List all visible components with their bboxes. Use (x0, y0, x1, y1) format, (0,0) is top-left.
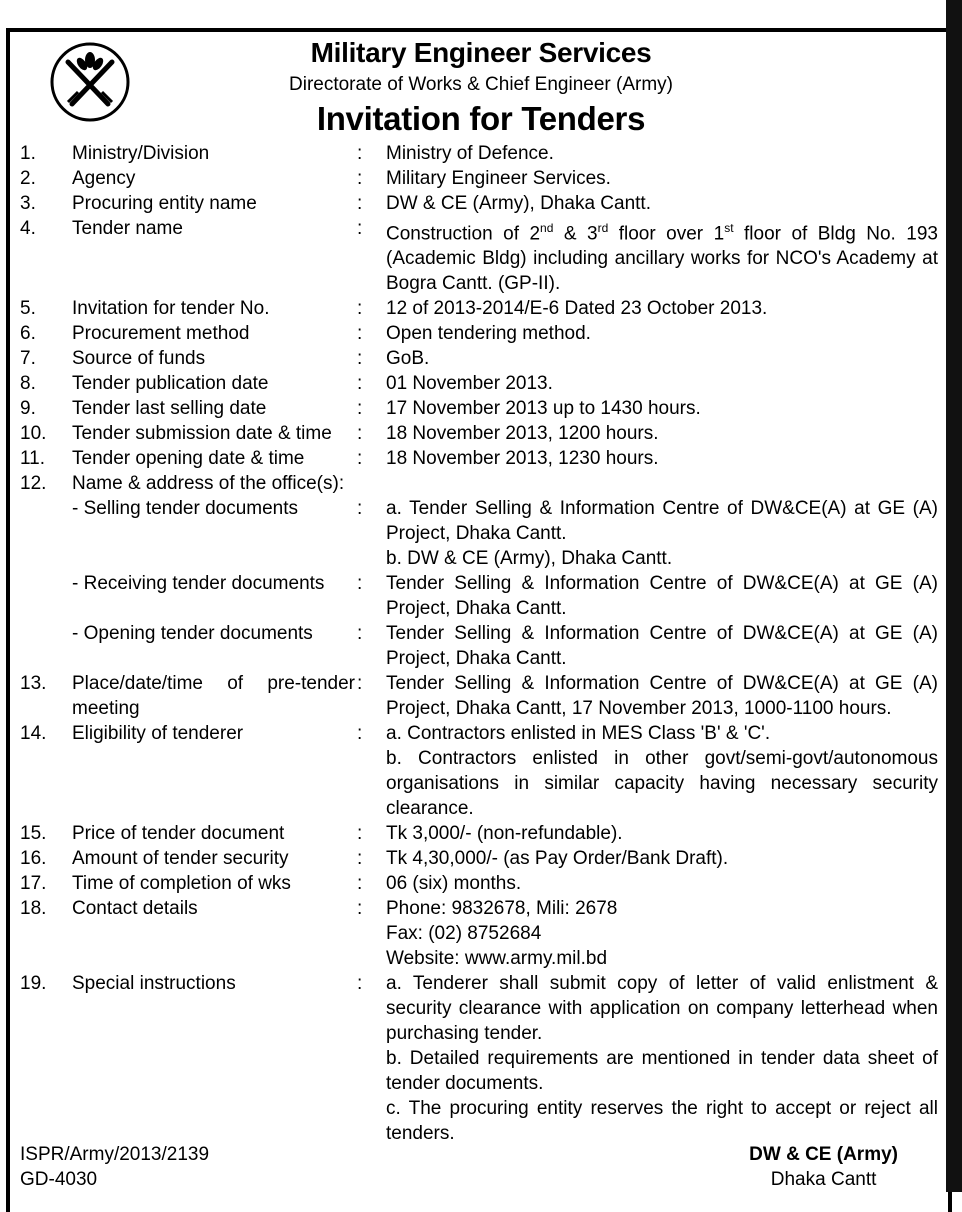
directorate-subtitle: Directorate of Works & Chief Engineer (Army) (289, 74, 673, 95)
item-value: 18 November 2013, 1230 hours. (386, 448, 659, 470)
item-colon: : (357, 423, 363, 445)
item-colon: : (357, 323, 363, 345)
value-line: b. DW & CE (Army), Dhaka Cantt. (386, 548, 673, 570)
item-label: Procurement method (72, 323, 250, 345)
gd-reference: GD-4030 (20, 1169, 98, 1190)
item-label: Eligibility of tenderer (72, 723, 244, 745)
item-number: 8. (20, 373, 36, 395)
item-number: 2. (20, 168, 36, 189)
item-label: Tender opening date & time (72, 448, 305, 470)
item-number: 10. (20, 423, 47, 445)
item-number: 4. (20, 218, 36, 239)
item-colon: : (357, 193, 363, 214)
item-colon: : (357, 218, 363, 239)
item-opening-documents (20, 621, 938, 671)
item-label: - Opening tender documents (72, 623, 313, 645)
item-value: Military Engineer Services. (386, 168, 611, 189)
signatory-place: Dhaka Cantt (770, 1169, 877, 1190)
item-label: Contact details (72, 898, 198, 920)
item-submission-date (20, 421, 938, 446)
item-number: 5. (20, 298, 36, 320)
item-label: Agency (72, 168, 136, 189)
page-top-margin (0, 0, 962, 24)
item-value (386, 896, 938, 971)
item-label: Price of tender document (72, 823, 285, 845)
item-value: Tk 3,000/- (non-refundable). (386, 823, 623, 845)
item-value: Tender Selling & Information Centre of DW&CE(A) at GE (A) Project, Dhaka Cantt. (386, 623, 938, 670)
item-value: Ministry of Defence. (386, 143, 554, 164)
item-value: Tender Selling & Information Centre of DW&CE(A) at GE (A) Project, Dhaka Cantt. (386, 573, 938, 620)
value-line: b. Contractors enlisted in other govt/semi-govt/autonomous organisations in similar capacity having necessary security clearance. (386, 748, 938, 820)
item-colon: : (357, 623, 363, 645)
value-line: a. Contractors enlisted in MES Class 'B' & 'C'. (386, 723, 771, 745)
item-label: Tender last selling date (72, 398, 267, 420)
item-label: - Receiving tender documents (72, 573, 325, 595)
reference-block (20, 1142, 209, 1192)
item-label: Time of completion of wks (72, 873, 291, 895)
item-completion-time (20, 871, 938, 896)
item-number: 7. (20, 348, 36, 370)
item-colon: : (357, 348, 363, 370)
item-receiving-documents (20, 571, 938, 621)
item-colon: : (357, 573, 363, 595)
item-last-selling-date (20, 396, 938, 421)
item-label: Special instructions (72, 973, 236, 995)
item-number: 13. (20, 673, 47, 695)
item-label: Ministry/Division (72, 143, 210, 164)
item-number: 9. (20, 398, 36, 420)
item-label: Invitation for tender No. (72, 298, 270, 320)
item-value: 06 (six) months. (386, 873, 522, 895)
item-value (386, 721, 938, 821)
item-number: 1. (20, 143, 36, 164)
fax-line: Fax: (02) 8752684 (386, 923, 542, 945)
website-line: Website: www.army.mil.bd (386, 948, 608, 970)
item-colon: : (357, 823, 363, 845)
item-selling-documents (20, 496, 938, 571)
item-label: Tender name (72, 218, 183, 239)
item-label: Name & address of the office(s): (72, 473, 345, 495)
item-number: 18. (20, 898, 47, 920)
tender-details-list (20, 141, 938, 1146)
item-colon: : (357, 723, 363, 745)
item-tender-name (20, 216, 938, 296)
item-agency (20, 166, 938, 191)
item-value: Tender Selling & Information Centre of DW&CE(A) at GE (A) Project, Dhaka Cantt, 17 November 2013, 1000-1100 hours. (386, 673, 938, 720)
item-value: Open tendering method. (386, 323, 591, 345)
value-line: a. Tender Selling & Information Centre of DW&CE(A) at GE (A) Project, Dhaka Cantt. (386, 498, 938, 545)
item-colon: : (357, 973, 363, 995)
item-colon: : (357, 898, 363, 920)
notice-title: Invitation for Tenders (316, 100, 646, 137)
item-pre-tender-meeting (20, 671, 938, 721)
item-source-of-funds (20, 346, 938, 371)
item-label: Tender submission date & time (72, 423, 332, 445)
item-number: 3. (20, 193, 36, 214)
item-number: 17. (20, 873, 47, 895)
item-value: Construction of 2nd & 3rd floor over 1st floor of Bldg No. 193 (Academic Bldg) including ancillary works for NCO's Academy at Bogra Cantt. (GP-II). (386, 221, 939, 295)
item-colon: : (357, 168, 363, 189)
item-number: 16. (20, 848, 47, 870)
item-value: 18 November 2013, 1200 hours. (386, 423, 659, 445)
item-number: 12. (20, 473, 47, 495)
item-value (386, 971, 938, 1146)
item-label: Amount of tender security (72, 848, 289, 870)
item-ministry (20, 141, 938, 166)
ispr-reference: ISPR/Army/2013/2139 (20, 1144, 210, 1165)
item-colon: : (357, 873, 363, 895)
signatory-name: DW & CE (Army) (749, 1144, 898, 1165)
item-number: 19. (20, 973, 47, 995)
item-eligibility (20, 721, 938, 821)
item-label: Tender publication date (72, 373, 269, 395)
item-tender-security (20, 846, 938, 871)
item-office-addresses (20, 471, 938, 496)
item-label: - Selling tender documents (72, 498, 299, 520)
item-colon: : (357, 398, 363, 420)
item-colon: : (357, 373, 363, 395)
item-colon: : (357, 848, 363, 870)
value-line: a. Tenderer shall submit copy of letter of valid enlistment & security clearance with application on company letterhead when purchasing tender. (386, 973, 938, 1045)
item-procurement-method (20, 321, 938, 346)
item-colon: : (357, 448, 363, 470)
item-value: 17 November 2013 up to 1430 hours. (386, 398, 701, 420)
item-value: 01 November 2013. (386, 373, 553, 395)
item-procuring-entity (20, 191, 938, 216)
item-label: Place/date/time of pre-tender meeting (72, 673, 355, 720)
item-number: 6. (20, 323, 36, 345)
item-publication-date (20, 371, 938, 396)
item-value: DW & CE (Army), Dhaka Cantt. (386, 193, 651, 214)
item-label: Procuring entity name (72, 193, 257, 214)
item-number: 15. (20, 823, 47, 845)
item-invitation-no (20, 296, 938, 321)
value-line: b. Detailed requirements are mentioned in tender data sheet of tender documents. (386, 1048, 938, 1095)
item-value: GoB. (386, 348, 430, 370)
item-label: Source of funds (72, 348, 206, 370)
item-contact-details (20, 896, 938, 971)
item-colon: : (357, 498, 363, 520)
item-value (386, 496, 938, 571)
item-colon: : (357, 143, 363, 164)
item-document-price (20, 821, 938, 846)
page-right-edge (946, 0, 962, 1192)
item-opening-date (20, 446, 938, 471)
item-special-instructions (20, 971, 938, 1146)
phone-line: Phone: 9832678, Mili: 2678 (386, 898, 618, 920)
signature-block (749, 1142, 898, 1192)
item-number: 11. (20, 448, 46, 470)
item-value: 12 of 2013-2014/E-6 Dated 23 October 2013. (386, 298, 768, 320)
item-colon: : (357, 673, 363, 695)
item-colon: : (357, 298, 363, 320)
value-line: c. The procuring entity reserves the right to accept or reject all tenders. (386, 1098, 938, 1145)
item-value: Tk 4,30,000/- (as Pay Order/Bank Draft). (386, 848, 729, 870)
organization-title: Military Engineer Services (310, 37, 652, 68)
item-number: 14. (20, 723, 47, 745)
